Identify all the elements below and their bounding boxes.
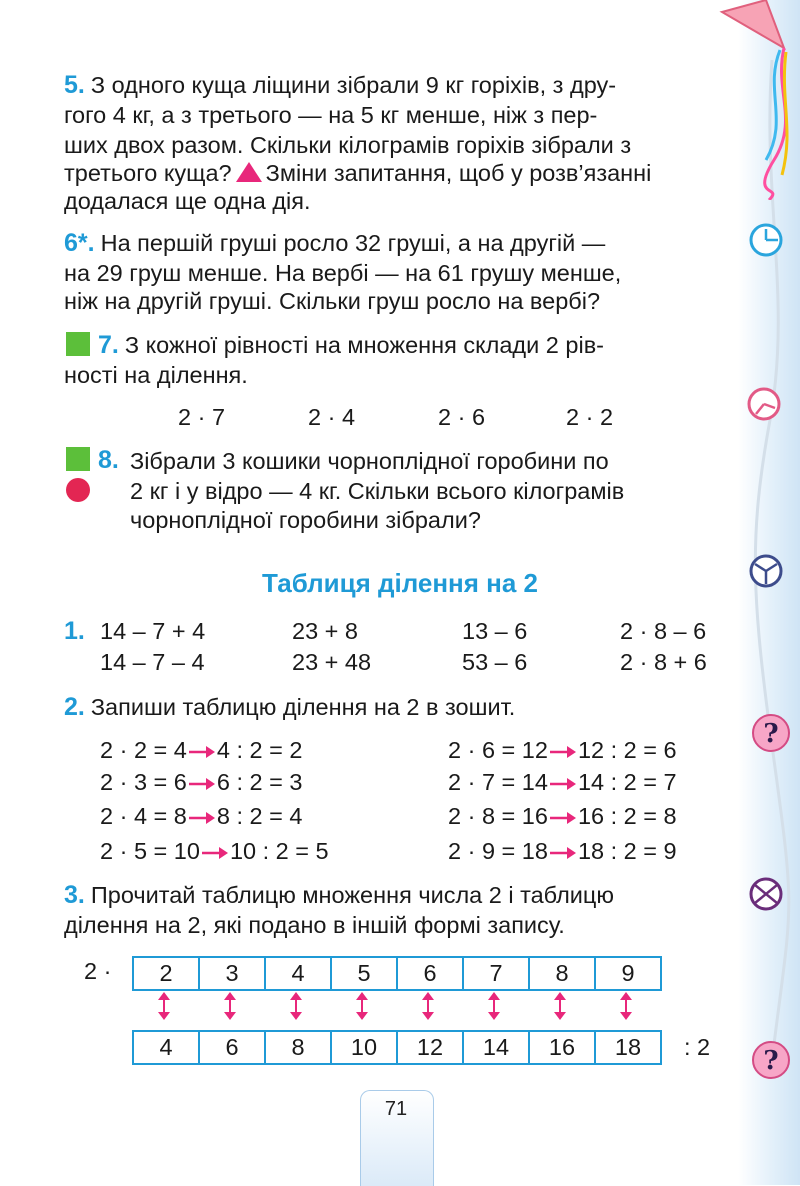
division-row: 2 · 8 = 16 16 : 2 = 8 <box>448 803 677 829</box>
arrow-right-icon <box>188 811 216 825</box>
table-cell: 7 <box>463 957 529 990</box>
table-cell: 6 <box>397 957 463 990</box>
division-row: 2 · 9 = 18 18 : 2 = 9 <box>448 838 677 864</box>
divide-label: : 2 <box>684 1034 711 1060</box>
clock-icon <box>748 222 784 258</box>
up-down-arrow-icon <box>619 992 633 1020</box>
up-down-arrow-icon <box>553 992 567 1020</box>
table-cell: 4 <box>265 957 331 990</box>
exercise-3: 3. Прочитай таблицю множення числа 2 і таблицю <box>64 881 615 909</box>
clock-icon <box>748 876 784 912</box>
table-cell: 18 <box>595 1031 661 1064</box>
clock-icon <box>746 386 782 422</box>
up-down-arrow-icon <box>355 992 369 1020</box>
division-table-row <box>132 1030 662 1065</box>
ex1-expression: 23 + 8 <box>292 618 358 644</box>
ex1-expression: 53 – 6 <box>462 649 528 675</box>
section-title: Таблиця ділення на 2 <box>262 568 538 598</box>
table-cell: 2 <box>133 957 199 990</box>
division-row: 2 · 4 = 8 8 : 2 = 4 <box>100 803 303 829</box>
green-square-icon <box>66 332 90 356</box>
ex1-expression: 2 · 8 – 6 <box>620 618 707 644</box>
arrow-right-icon <box>549 846 577 860</box>
arrow-right-icon <box>188 777 216 791</box>
division-row: 2 · 2 = 4 4 : 2 = 2 <box>100 737 303 763</box>
exercise-number: 1. <box>64 617 85 645</box>
task-7-item: 2 · 4 <box>308 404 356 430</box>
multiply-label: 2 · <box>84 958 112 984</box>
arrow-right-icon <box>188 745 216 759</box>
task-5-line: ших двох разом. Скільки кілограмів горіхів зібрали з <box>64 132 632 158</box>
green-square-icon <box>66 447 90 471</box>
table-cell: 4 <box>133 1031 199 1064</box>
table-cell: 9 <box>595 957 661 990</box>
ex1-expression: 23 + 48 <box>292 649 372 675</box>
task-5-line: третього куща? Зміни запитання, щоб у розв’язанні <box>64 160 652 186</box>
ex1-expression: 14 – 7 + 4 <box>100 618 206 644</box>
table-cell: 14 <box>463 1031 529 1064</box>
page-number: 71 <box>384 1098 408 1120</box>
exercise-3-line: ділення на 2, які подано в іншій формі запису. <box>64 912 565 938</box>
task-6: 6*. На першій груші росло 32 груші, а на другій — <box>64 229 606 257</box>
ex1-expression: 14 – 7 – 4 <box>100 649 205 675</box>
arrow-right-icon <box>201 846 229 860</box>
table-cell: 5 <box>331 957 397 990</box>
task-6-line: на 29 груш менше. На вербі — на 61 грушу менше, <box>64 260 622 286</box>
arrow-right-icon <box>549 745 577 759</box>
task-7-item: 2 · 2 <box>566 404 614 430</box>
exercise-number: 3. <box>64 881 85 909</box>
triangle-icon <box>236 162 262 182</box>
question-icon <box>751 1040 791 1080</box>
task-8-line: чорноплідної горобини зібрали? <box>130 507 481 533</box>
task-5-line: гого 4 кг, а з третього — на 5 кг менше, ніж з пер- <box>64 102 598 128</box>
division-row: 2 · 6 = 12 12 : 2 = 6 <box>448 737 677 763</box>
red-circle-icon <box>66 478 90 502</box>
up-down-arrow-icon <box>157 992 171 1020</box>
table-cell: 12 <box>397 1031 463 1064</box>
task-8-line: Зібрали 3 кошики чорноплідної горобини по <box>130 448 609 474</box>
arrow-right-icon <box>549 811 577 825</box>
up-down-arrow-icon <box>223 992 237 1020</box>
division-row: 2 · 5 = 10 10 : 2 = 5 <box>100 838 329 864</box>
task-7-line: ності на ділення. <box>64 362 248 388</box>
task-5: 5. З одного куща ліщини зібрали 9 кг горіхів, з дру- <box>64 71 617 99</box>
table-cell: 10 <box>331 1031 397 1064</box>
table-cell: 16 <box>529 1031 595 1064</box>
svg-text:?: ? <box>763 719 779 749</box>
task-number: 8. <box>98 446 119 474</box>
table-cell: 8 <box>265 1031 331 1064</box>
task-number: 6*. <box>64 229 95 257</box>
svg-text:?: ? <box>763 1046 779 1076</box>
division-row: 2 · 3 = 6 6 : 2 = 3 <box>100 769 303 795</box>
task-6-line: ніж на другій груші. Скільки груш росло на вербі? <box>64 288 601 314</box>
division-row: 2 · 7 = 14 14 : 2 = 7 <box>448 769 677 795</box>
exercise-number: 2. <box>64 693 85 721</box>
task-number: 5. <box>64 71 85 99</box>
ex1-expression: 13 – 6 <box>462 618 528 644</box>
table-cell: 8 <box>529 957 595 990</box>
task-5-line: додалася ще одна дія. <box>64 188 311 214</box>
arrow-right-icon <box>549 777 577 791</box>
up-down-arrow-icon <box>289 992 303 1020</box>
task-7: 7. З кожної рівності на множення склади 2 рів- <box>98 331 605 359</box>
task-number: 7. <box>98 331 119 359</box>
task-7-item: 2 · 7 <box>178 404 226 430</box>
task-7-item: 2 · 6 <box>438 404 486 430</box>
exercise-2: 2. Запиши таблицю ділення на 2 в зошит. <box>64 693 516 721</box>
table-cell: 6 <box>199 1031 265 1064</box>
table-cell: 3 <box>199 957 265 990</box>
up-down-arrow-icon <box>487 992 501 1020</box>
task-8-line: 2 кг і у відро — 4 кг. Скільки всього кілограмів <box>130 478 625 504</box>
ex1-expression: 2 · 8 + 6 <box>620 649 707 675</box>
multiplication-table-row <box>132 956 662 991</box>
question-icon <box>751 713 791 753</box>
up-down-arrow-icon <box>421 992 435 1020</box>
